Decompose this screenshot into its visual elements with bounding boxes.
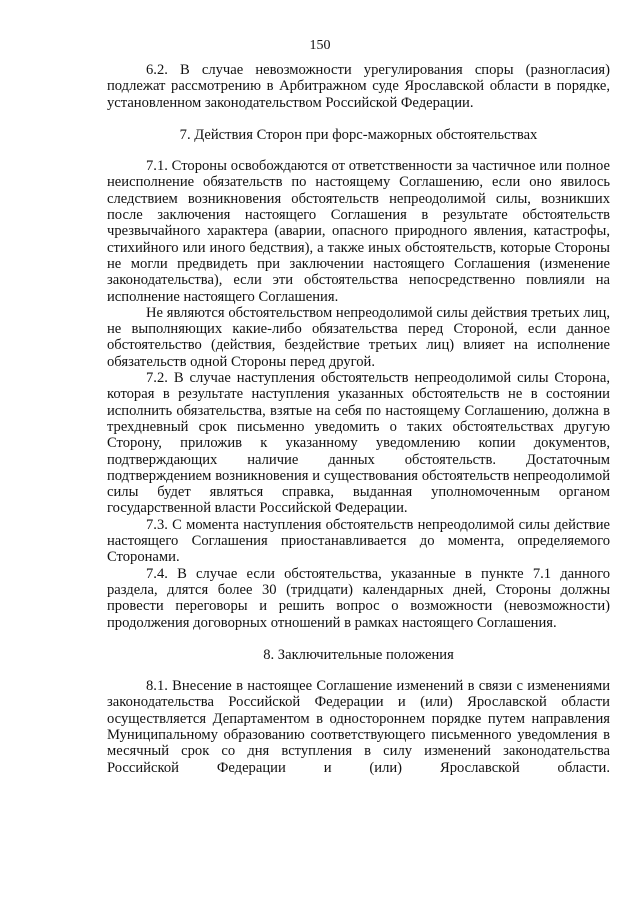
page-number: 150 <box>309 38 331 53</box>
paragraph-7-3: 7.3. С момента наступления обстоятельств непреодолимой силы действие настоящего Соглашения приостанавливается до момента, определяемого Сторонами. <box>107 516 610 566</box>
paragraph-7-1: 7.1. Стороны освобождаются от ответственности за частичное или полное неисполнение обязательств по настоящему Соглашению, если оно явилось следствием возникновения обстоятельств непреодолимой силы, возникших после заключения настоящего Соглашения в результате обстоятельств чрезвычайного характера (аварии, опасного природного явления, катастрофы, стихийного или иного бедствия), а также иных обстоятельств, которые Стороны не могли предвидеть при заключении настоящего Соглашения (изменение законодательства), если эти обстоятельства непосредственно повлияли на исполнение настоящего Соглашения. <box>107 158 610 305</box>
section-heading-8: 8. Заключительные положения <box>263 646 454 663</box>
paragraph-7-2: 7.2. В случае наступления обстоятельств непреодолимой силы Сторона, которая в результате наступления указанных обстоятельств не в состоянии исполнить обязательства, взятые на себя по настоящему Соглашению, должна в трехдневный срок письменно уведомить о таких обстоятельствах другую Сторону, приложив к указанному уведомлению копии документов, подтверждающих наличие данных обстоятельств. Достаточным подтверждением возникновения и существования обстоятельств непреодолимой силы будет являться справка, выданная уполномоченным органом государственной власти Российской Федерации. <box>107 370 610 517</box>
paragraph-8-1: 8.1. Внесение в настоящее Соглашение изменений в связи с изменениями законодательства Российской Федерации и (или) Ярославской области осуществляется Департаментом в одностороннем порядке путем направления Муниципальному образованию соответствующего письменного уведомления в месячный срок со дня вступления в силу изменений законодательства Российской Федерации и (или) Ярославской области. <box>107 678 610 776</box>
section-heading-7: 7. Действия Сторон при форс-мажорных обстоятельствах <box>179 126 538 143</box>
paragraph-6-2: 6.2. В случае невозможности урегулирования споры (разногласия) подлежат рассмотрению в Арбитражном суде Ярославской области в порядке, установленном законодательством Российской Федерации. <box>107 62 610 111</box>
paragraph-force-majeure-exclusion: Не являются обстоятельством непреодолимой силы действия третьих лиц, не выполняющих какие-либо обязательства перед Стороной, если данное обстоятельство (действия, бездействие третьих лиц) влияет на исполнение обязательств одной Стороны перед другой. <box>107 304 610 370</box>
document-body <box>107 62 610 776</box>
paragraph-7-4: 7.4. В случае если обстоятельства, указанные в пункте 7.1 данного раздела, длятся более 30 (тридцати) календарных дней, Стороны должны провести переговоры и решить вопрос о возможности (невозможности) продолжения договорных отношений в рамках настоящего Соглашения. <box>107 565 610 631</box>
